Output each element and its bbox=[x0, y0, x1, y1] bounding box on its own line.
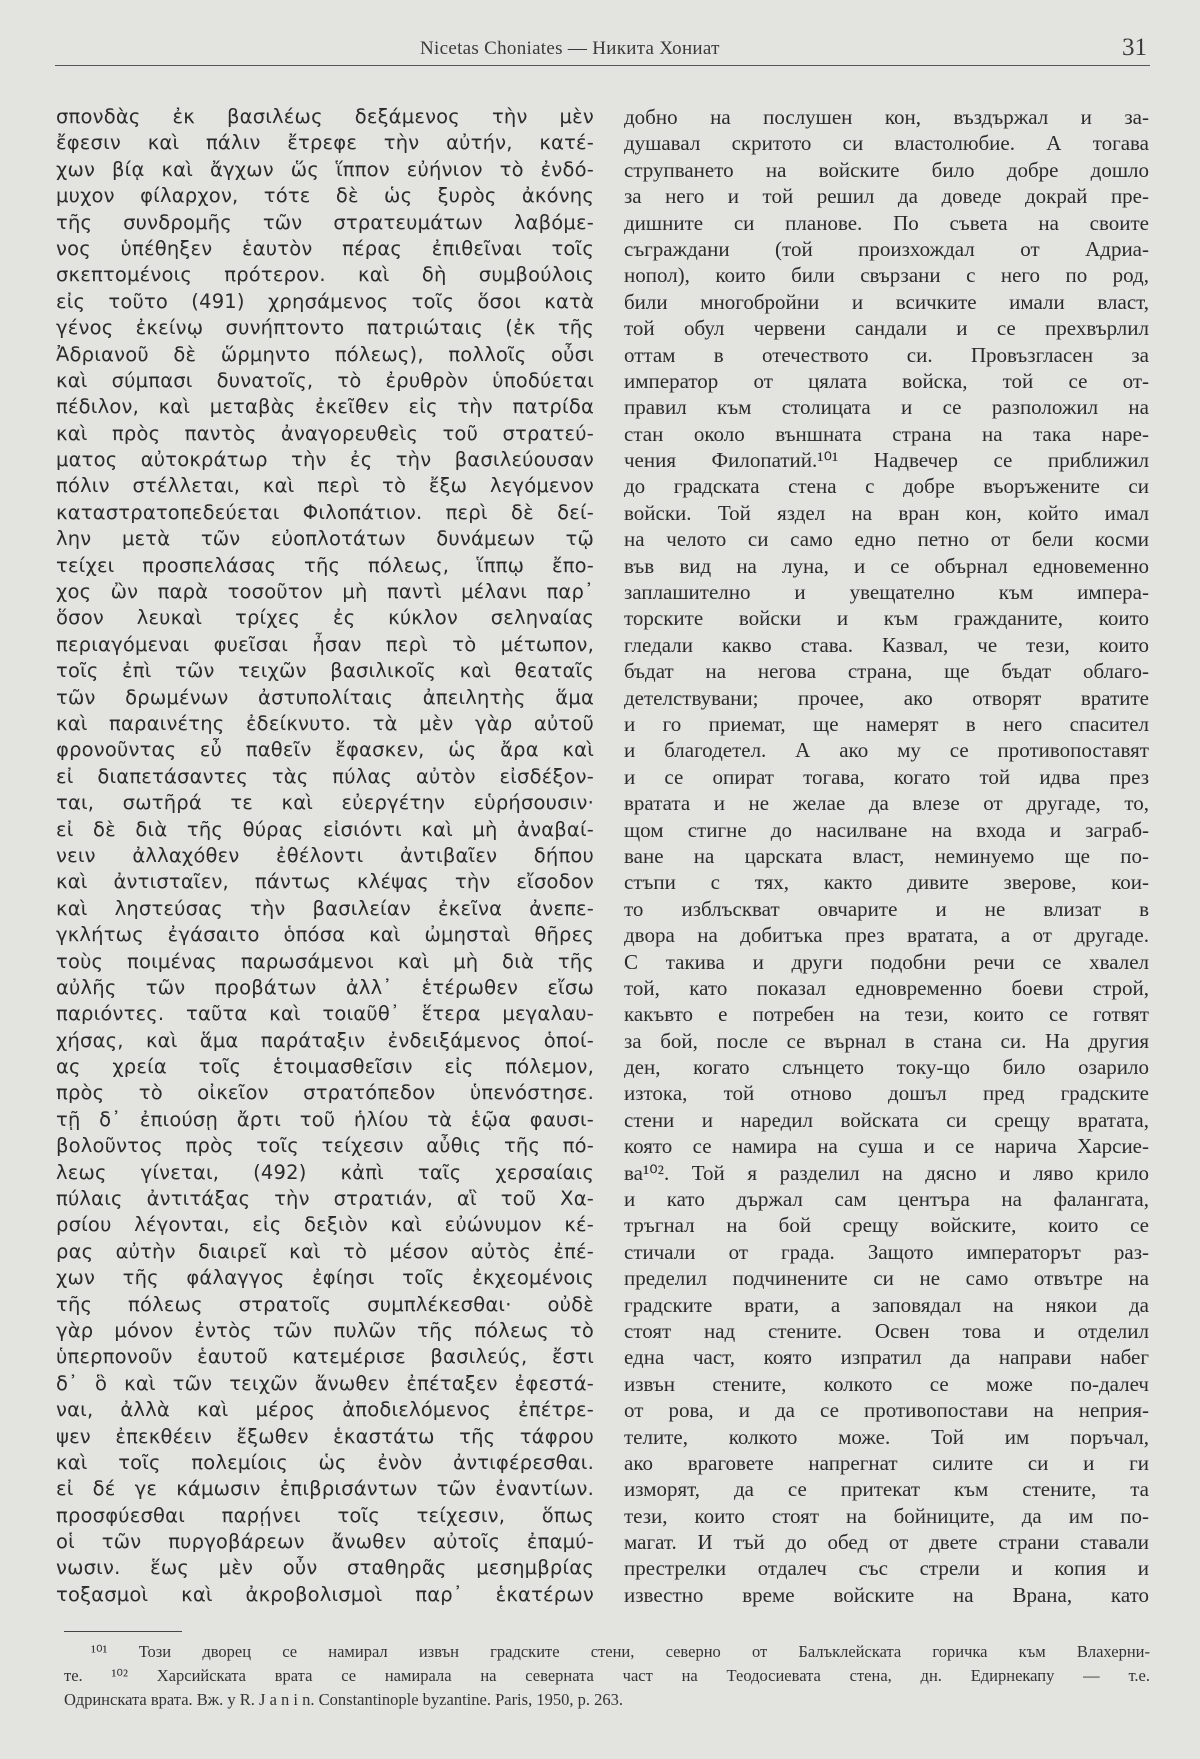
text-line: изтока, той отново дошъл пред градските bbox=[624, 1081, 1149, 1106]
text-line: ναι, ἀλλὰ καὶ μέρος ἀποδιελόμενος ἐπέτρε- bbox=[56, 1398, 594, 1422]
text-line: πρὸς τὸ οἰκεῖον στρατόπεδον ὑπενόστησε. bbox=[56, 1081, 594, 1105]
text-line: γὰρ μόνον ἐντὸς τῶν πυλῶν τῆς πόλεως τὸ bbox=[56, 1318, 594, 1342]
text-line: τείχει προσπελάσας τῆς πόλεως, ἵππῳ ἔπο- bbox=[56, 553, 594, 577]
text-line: телите, колкото може. Той им поръчал, bbox=[624, 1424, 1149, 1449]
text-line: император от цялата войска, той се от- bbox=[624, 368, 1149, 393]
footnotes bbox=[64, 1640, 1150, 1712]
text-line: πύλαις ἀντιτάξας τὴν στρατιάν, αἳ τοῦ Χα- bbox=[56, 1187, 594, 1211]
text-line: εἰς τοῦτο (491) χρησάμενος τοῖς ὅσοι κατὰ bbox=[56, 289, 594, 313]
text-line: пределил подчинените си не само отвътре на bbox=[624, 1266, 1149, 1291]
text-line: περιαγόμεναι φυεῖσαι ἦσαν περὶ τὸ μέτωπον, bbox=[56, 632, 594, 656]
text-line: πόλιν στέλλεται, καὶ περὶ τὸ ἔξω λεγόμενον bbox=[56, 474, 594, 498]
text-line: ὑπερπονοῦν ἑαυτοῦ κατεμέρισε βασιλεύς, ἔστι bbox=[56, 1345, 594, 1369]
text-line: и се опират тогава, когато той идва през bbox=[624, 764, 1149, 789]
text-line: τῆς συνδρομῆς τῶν στρατευμάτων λαβόμε- bbox=[56, 210, 594, 234]
text-line: σπονδὰς ἐκ βασιλέως δεξάμενος τὴν μὲν bbox=[56, 105, 594, 128]
text-line: вратата и не желае да влезе от другаде, то, bbox=[624, 791, 1149, 816]
text-line: стан около външната страна на така наре- bbox=[624, 421, 1149, 446]
text-line: ματος αὐτοκράτωρ τὴν ἐς τὴν βασιλεύουσαν bbox=[56, 448, 594, 472]
text-line: δ᾽ ὃ καὶ τῶν τειχῶν ἄνωθεν ἐπέταξεν ἐφεστά- bbox=[56, 1371, 594, 1395]
text-line: τοξασμοὶ καὶ ἀκροβολισμοὶ παρ᾽ ἑκατέρων bbox=[56, 1582, 594, 1606]
text-line: той обул червени сандали и се прехвърлил bbox=[624, 316, 1149, 341]
text-line: τῇ δ᾽ ἐπιούσῃ ἄρτι τοῦ ἡλίου τὰ ἑῷα φαυσι- bbox=[56, 1107, 594, 1131]
text-line: νος ὑπέθηξεν ἑαυτὸν πέρας ἐπιθεῖναι τοῖς bbox=[56, 236, 594, 260]
text-line: φρονοῦντας εὖ παθεῖν ἔφασκεν, ὡς ἄρα καὶ bbox=[56, 738, 594, 762]
text-line: той, като показал едновременно боеви строй, bbox=[624, 975, 1149, 1000]
text-line: χων βίᾳ καὶ ἄγχων ὥς ἵππον εὐήνιον τὸ ἐνδό- bbox=[56, 157, 594, 181]
footnote-divider bbox=[64, 1631, 182, 1632]
text-line: бъдат на негова страна, ще бъдат облаго- bbox=[624, 659, 1149, 684]
text-line: стоят над стените. Освен това и отделил bbox=[624, 1318, 1149, 1343]
text-line: ден, когато слънцето току-що било озарило bbox=[624, 1055, 1149, 1080]
text-line: нопол), които били свързани с него по род, bbox=[624, 263, 1149, 288]
text-line: щом стигне до насилване на входа и заграб- bbox=[624, 817, 1149, 842]
text-line: τοῖς ἐπὶ τῶν τειχῶν βασιλικοῖς καὶ θεαταῖς bbox=[56, 659, 594, 683]
text-line: ὅσον λευκαὶ τρίχες ἐς κύκλον σεληναίας bbox=[56, 606, 594, 630]
text-line: за него и той решил да доведе докрай пре- bbox=[624, 184, 1149, 209]
footnote-line: Одринската врата. Вж. у R. J a n i n. Constantinople byzantine. Paris, 1950, p. 263. bbox=[64, 1690, 623, 1709]
text-line: тези, които стоят на бойниците, да им по- bbox=[624, 1503, 1149, 1528]
text-line: χων τῆς φάλαγγος ἐφίησι τοῖς ἐκχεομένοις bbox=[56, 1266, 594, 1290]
text-line: τῆς πόλεως στρατοῖς συμπλέκεσθαι· οὐδὲ bbox=[56, 1292, 594, 1316]
text-line: χος ὢν παρὰ τοσοῦτον μὴ παντὶ μέλανι παρ᾽ bbox=[56, 580, 594, 604]
text-line: С такива и други подобни речи се хвалел bbox=[624, 949, 1149, 974]
text-line: λην μετὰ τῶν εὐοπλοτάτων δυνάμεων τῷ bbox=[56, 527, 594, 551]
text-line: εἰ δέ γε κάμωσιν ἐπιβρισάντων τῶν ἐναντίων. bbox=[56, 1477, 594, 1501]
text-line: Ἀδριανοῦ δὲ ὥρμηντο πόλεως), πολλοῖς οὖσι bbox=[56, 342, 594, 366]
text-line: от рова, и да се противопостави на неприя- bbox=[624, 1398, 1149, 1423]
running-title: Nicetas Choniates — Никита Хониат bbox=[420, 38, 720, 59]
greek-text-column bbox=[56, 104, 594, 1608]
text-line: εἰ διαπετάσαντες τὰς πύλας αὐτὸν εἰσδέξον- bbox=[56, 764, 594, 788]
text-line: ται, σωτῆρά τε καὶ εὐεργέτην εὑρήσουσιν· bbox=[56, 791, 594, 815]
text-line: καὶ πρὸς παντὸς ἀναγορευθεὶς τοῦ στρατεύ- bbox=[56, 421, 594, 445]
text-line: νειν ἀλλαχόθεν ἐθέλοντι ἀντιβαῖεν δήπου bbox=[56, 843, 594, 867]
text-line: градските врати, а заповядал на някои да bbox=[624, 1292, 1149, 1317]
text-line: двора на добитъка през вратата, а от другаде. bbox=[624, 923, 1149, 948]
text-line: войски. Той яздел на вран кон, който имал bbox=[624, 500, 1149, 525]
text-line: παριόντες. ταῦτα καὶ τοιαῦθ᾽ ἕτερα μεγαλαυ- bbox=[56, 1002, 594, 1026]
text-line: известно време войските на Врана, като bbox=[624, 1582, 1149, 1607]
text-line: αὐλῆς τῶν προβάτων ἀλλ᾽ ἑτέρωθεν εἴσω bbox=[56, 975, 594, 999]
text-line: съграждани (той произхождал от Адриа- bbox=[624, 236, 1149, 261]
text-line: καὶ σύμπασι δυνατοῖς, τὸ ἐρυθρὸν ὑποδύεται bbox=[56, 368, 594, 392]
text-line: ἔφεσιν καὶ πάλιν ἔτρεφε τὴν αὐτήν, κατέ- bbox=[56, 131, 594, 155]
text-line: γένος ἐκείνῳ συνήπτοντο πατριώταις (ἐκ τῆς bbox=[56, 316, 594, 340]
text-line: λεως γίνεται, (492) κἀπὶ ταῖς χερσαίαις bbox=[56, 1160, 594, 1184]
text-line: детелствувани; прочее, ако отворят вратите bbox=[624, 685, 1149, 710]
text-line: и го приемат, ще намерят в него спасител bbox=[624, 711, 1149, 736]
text-line: заплашително и увещателно към импера- bbox=[624, 580, 1149, 605]
text-line: γκλήτως ἐγάσαιτο ὁπόσα καὶ ὠμησταὶ θῆρες bbox=[56, 923, 594, 947]
text-line: καὶ τοῖς πολεμίοις ὡς ἐνὸν ἀντιφέρεσθαι. bbox=[56, 1450, 594, 1474]
text-line: оттам в отечеството си. Провъзгласен за bbox=[624, 342, 1149, 367]
text-line: χήσας, καὶ ἅμα παράταξιν ἐνδειξάμενος ὁποί- bbox=[56, 1028, 594, 1052]
text-line: дишните си планове. По съвета на своите bbox=[624, 210, 1149, 235]
text-line: във вид на луна, и се обърнал едновеменно bbox=[624, 553, 1149, 578]
text-line: за бой, после се върнал в стана си. На другия bbox=[624, 1028, 1149, 1053]
text-line: τοὺς ποιμένας παρωσάμενοι καὶ μὴ διὰ τῆς bbox=[56, 949, 594, 973]
header-rule bbox=[55, 65, 1150, 66]
text-line: ας χρεία τοῖς ἑτοιμασθεῖσιν εἰς πόλεμον, bbox=[56, 1055, 594, 1079]
text-line: προσφύεσθαι παρῄνει τοῖς τείχεσιν, ὅπως bbox=[56, 1503, 594, 1527]
text-line: εἰ δὲ διὰ τῆς θύρας εἰσιόντι καὶ μὴ ἀναβαί- bbox=[56, 817, 594, 841]
text-line: която се намира на суша и се нарича Харсие- bbox=[624, 1134, 1149, 1159]
text-line: правил към столицата и се разположил на bbox=[624, 395, 1149, 420]
text-line: ρσίου λέγονται, εἰς δεξιὸν καὶ εὐώνυμον κέ- bbox=[56, 1213, 594, 1237]
text-line: μυχον φίλαρχον, τότε δὲ ὡς ξυρὸς ἀκόνης bbox=[56, 184, 594, 208]
text-line: стъпи с тях, както дивите зверове, кои- bbox=[624, 870, 1149, 895]
text-line: струпването на войските било добре дошло bbox=[624, 157, 1149, 182]
text-line: καταστρατοπεδεύεται Φιλοπάτιον. περὶ δὲ δεί- bbox=[56, 500, 594, 524]
text-line: магат. И тъй до обед от двете страни ставали bbox=[624, 1530, 1149, 1555]
text-line: νωσιν. ἕως μὲν οὖν σταθηρᾶς μεσημβρίας bbox=[56, 1556, 594, 1580]
text-line: οἱ τῶν πυργοβάρεων ἄνωθεν αὐτοῖς ἐπαμύ- bbox=[56, 1530, 594, 1554]
text-line: стичали от града. Защото императорът раз- bbox=[624, 1239, 1149, 1264]
text-line: ва¹⁰². Той я разделил на дясно и ляво крило bbox=[624, 1160, 1149, 1185]
text-line: καὶ ληστεύσας τὴν βασιλείαν ἐκεῖνα ἀνεπε- bbox=[56, 896, 594, 920]
text-line: извън стените, колкото се може по-далеч bbox=[624, 1371, 1149, 1396]
text-line: стени и наредил войската си срещу вратата, bbox=[624, 1107, 1149, 1132]
text-line: ρας αὐτὴν διαιρεῖ καὶ τὸ μέσον αὐτὸς ἐπέ- bbox=[56, 1239, 594, 1263]
bulgarian-text-column bbox=[624, 104, 1149, 1608]
text-line: престрелки отдалеч със стрели и копия и bbox=[624, 1556, 1149, 1581]
text-line: чения Филопатий.¹⁰¹ Надвечер се приближил bbox=[624, 448, 1149, 473]
text-line: ване на царската власт, неминуемо ще по- bbox=[624, 843, 1149, 868]
text-line: на челото си само едно петно от бели косми bbox=[624, 527, 1149, 552]
text-line: καὶ ἀντισταῖεν, πάντως κλέψας τὴν εἴσοδον bbox=[56, 870, 594, 894]
text-line: βολοῦντος πρὸς τοῖς τείχεσιν αὖθις τῆς πό- bbox=[56, 1134, 594, 1158]
text-line: πέδιλον, καὶ μεταβὰς ἐκεῖθεν εἰς τὴν πατρίδα bbox=[56, 395, 594, 419]
footnote-line: ¹⁰¹ Този дворец се намирал извън градските стени, северно от Балъклейската горичка към Влахерни- bbox=[91, 1642, 1150, 1661]
text-line: торските войски и към гражданите, които bbox=[624, 606, 1149, 631]
footnote-line: те. ¹⁰² Харсийската врата се намирала на северната част на Теодосиевата стена, дн. Едирнекапу — т.е. bbox=[64, 1666, 1150, 1685]
text-line: били многобройни и всичките имали власт, bbox=[624, 289, 1149, 314]
text-line: изморят, да се притекат към стените, та bbox=[624, 1477, 1149, 1502]
text-line: ψεν ἐπεκθέειν ἔξωθεν ἑκαστάτω τῆς τάφρου bbox=[56, 1424, 594, 1448]
text-line: до градската стена с добре въоръжените си bbox=[624, 474, 1149, 499]
text-line: καὶ παραινέτης ἐδείκνυτο. τὰ μὲν γὰρ αὐτοῦ bbox=[56, 711, 594, 735]
page-number: 31 bbox=[1122, 34, 1147, 61]
text-line: и като държал сам центъра на фалангата, bbox=[624, 1187, 1149, 1212]
text-line: душавал скритото си властолюбие. А тогава bbox=[624, 131, 1149, 156]
text-line: добно на послушен кон, въздържал и за- bbox=[624, 105, 1149, 129]
text-line: една част, която изпратил да направи набег bbox=[624, 1345, 1149, 1370]
text-line: и благодетел. А ако му се противопоставят bbox=[624, 738, 1149, 763]
text-line: тръгнал на бой срещу войските, които се bbox=[624, 1213, 1149, 1238]
text-line: какъвто е потребен на тези, които се готвят bbox=[624, 1002, 1149, 1027]
text-line: σκεπτομένοις πρότερον. καὶ δὴ συμβούλοις bbox=[56, 263, 594, 287]
text-line: то изблъскват овчарите и не влизат в bbox=[624, 896, 1149, 921]
text-line: ако враговете напрегнат силите си и ги bbox=[624, 1450, 1149, 1475]
text-line: гледали какво става. Казвал, че тези, които bbox=[624, 632, 1149, 657]
text-line: τῶν δρωμένων ἀστυπολίταις ἀπειλητὴς ἅμα bbox=[56, 685, 594, 709]
